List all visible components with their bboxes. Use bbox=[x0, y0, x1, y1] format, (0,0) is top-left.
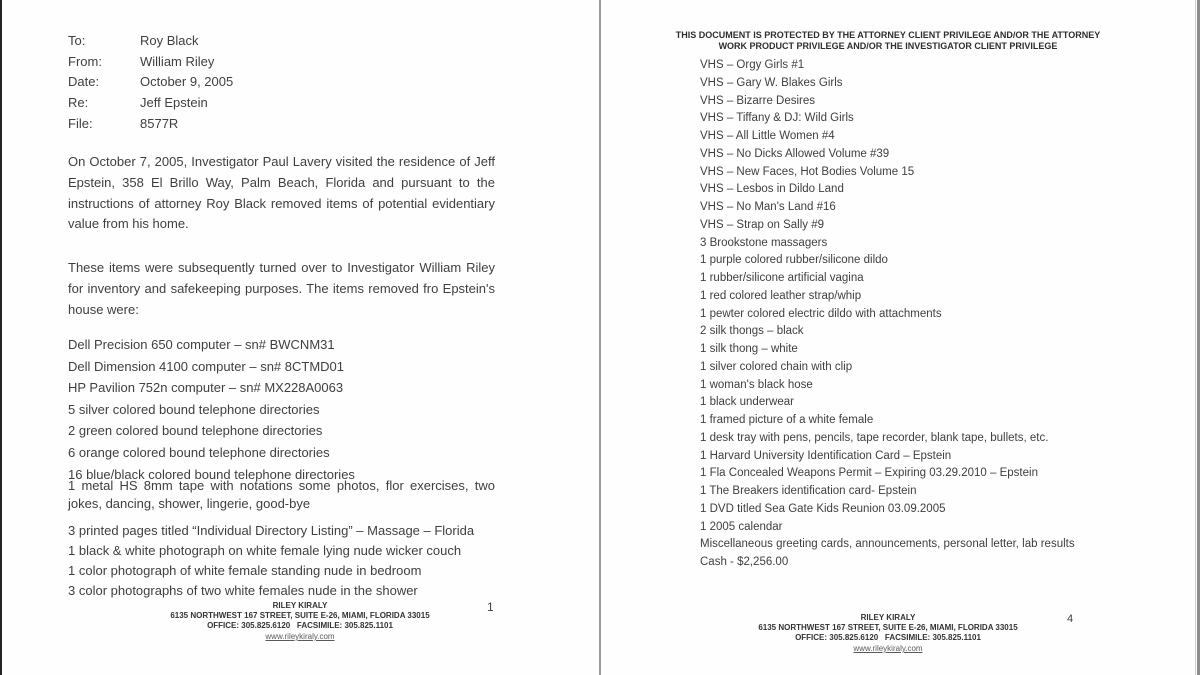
inventory-item: 3 color photographs of two white females nude in the shower bbox=[68, 583, 418, 598]
memo-field-value: 8577R bbox=[140, 115, 179, 131]
firm-name: RILEY KIRALY bbox=[272, 601, 328, 610]
inventory-list-photos bbox=[68, 521, 528, 601]
privilege-notice-line-1: THIS DOCUMENT IS PROTECTED BY THE ATTORNEY CLIENT PRIVILEGE AND/OR THE ATTORNEY bbox=[675, 30, 1101, 40]
memo-header-row bbox=[68, 54, 233, 75]
memo-field-label: Re: bbox=[68, 95, 89, 111]
inventory-item: 6 orange colored bound telephone directories bbox=[68, 444, 330, 460]
inventory-item-tape: 1 metal HS 8mm tape with notations some photos, flor exercises, two jokes, dancing, shower, lingerie, good-bye bbox=[68, 478, 495, 511]
memo-header-row bbox=[68, 74, 233, 95]
page-number: 1 bbox=[487, 600, 494, 614]
memo-header bbox=[68, 33, 233, 136]
inventory-item: VHS – Tiffany & DJ: Wild Girls bbox=[700, 112, 854, 125]
website-link[interactable]: www.rileykiraly.com bbox=[853, 644, 923, 653]
inventory-item: VHS – Gary W. Blakes Girls bbox=[700, 76, 843, 89]
memo-header-row bbox=[68, 95, 233, 116]
inventory-item: 1 silk thong – white bbox=[700, 343, 798, 355]
memo-field-label: File: bbox=[68, 115, 93, 131]
inventory-item: 1 pewter colored electric dildo with attachments bbox=[700, 307, 942, 320]
inventory-item: VHS – No Man's Land #16 bbox=[700, 201, 836, 213]
inventory-item: 1 2005 calendar bbox=[700, 520, 783, 533]
inventory-item: Cash - $2,256.00 bbox=[700, 556, 789, 568]
firm-address: 6135 NORTHWEST 167 STREET, SUITE E-26, MIAMI, FLORIDA 33015 bbox=[758, 623, 1018, 632]
inventory-item: 1 desk tray with pens, pencils, tape recorder, blank tape, bullets, etc. bbox=[700, 431, 1049, 444]
inventory-item: VHS – All Little Women #4 bbox=[700, 130, 835, 142]
memo-paragraph-1: On October 7, 2005, Investigator Paul Lavery visited the residence of Jeff Epstein, 358 El Brillo Way, Palm Beach, Florida and pursuant to the instructions of attorney Roy Black removed items of potential evidentiary value from his home. bbox=[68, 154, 495, 232]
memo-header-row bbox=[68, 116, 233, 137]
firm-phones: OFFICE: 305.825.6120 FACSIMILE: 305.825.1101 bbox=[795, 633, 981, 642]
inventory-item: VHS – No Dicks Allowed Volume #39 bbox=[700, 147, 890, 160]
memo-field-label: From: bbox=[68, 53, 102, 69]
memo-paragraph-2: These items were subsequently turned over to Investigator William Riley for inventory and safekeeping purposes. The items removed fro Epstein's house were: bbox=[68, 260, 495, 317]
inventory-item: 1 black underwear bbox=[700, 396, 794, 409]
inventory-item: 1 framed picture of a white female bbox=[700, 414, 874, 426]
scan-edge-left bbox=[0, 0, 2, 675]
inventory-item: 16 blue/black colored bound telephone directories bbox=[68, 466, 355, 482]
memo-field-value: Jeff Epstein bbox=[140, 95, 208, 111]
memo-field-label: To: bbox=[68, 33, 86, 48]
inventory-item: 3 Brookstone massagers bbox=[700, 236, 828, 249]
letterhead-footer bbox=[90, 601, 510, 642]
inventory-item: VHS – Strap on Sally #9 bbox=[700, 218, 825, 231]
inventory-item: VHS – Orgy Girls #1 bbox=[700, 59, 805, 71]
memo-field-label: Date: bbox=[68, 74, 100, 90]
inventory-item: 1 purple colored rubber/silicone dildo bbox=[700, 254, 888, 267]
inventory-item: 1 woman's black hose bbox=[700, 378, 813, 391]
page-number: 4 bbox=[1067, 613, 1074, 625]
inventory-item: 2 silk thongs – black bbox=[700, 325, 804, 338]
inventory-item: 1 red colored leather strap/whip bbox=[700, 289, 862, 302]
website-link[interactable]: www.rileykiraly.com bbox=[265, 632, 335, 641]
page-divider bbox=[599, 0, 601, 675]
inventory-item: Miscellaneous greeting cards, announcements, personal letter, lab results bbox=[700, 538, 1075, 551]
inventory-item: Dell Precision 650 computer – sn# BWCNM31 bbox=[68, 337, 335, 352]
inventory-list-computers-directories bbox=[68, 334, 518, 485]
memo-header-row bbox=[68, 33, 233, 54]
inventory-item: 1 silver colored chain with clip bbox=[700, 360, 853, 373]
privilege-notice bbox=[648, 30, 1128, 51]
memo-field-value: Roy Black bbox=[140, 33, 199, 48]
inventory-item: HP Pavilion 752n computer – sn# MX228A0063 bbox=[68, 380, 344, 396]
inventory-item: 1 The Breakers identification card- Epstein bbox=[700, 485, 917, 497]
inventory-item: Dell Dimension 4100 computer – sn# 8CTMD01 bbox=[68, 358, 345, 374]
inventory-item: 2 green colored bound telephone directories bbox=[68, 423, 323, 439]
inventory-item: 1 color photograph of white female standing nude in bedroom bbox=[68, 563, 422, 578]
inventory-item: 1 DVD titled Sea Gate Kids Reunion 03.09.2005 bbox=[700, 502, 946, 515]
firm-phones: OFFICE: 305.825.6120 FACSIMILE: 305.825.1101 bbox=[207, 621, 393, 630]
memo-field-value: William Riley bbox=[140, 53, 215, 69]
firm-name: RILEY KIRALY bbox=[860, 613, 916, 622]
inventory-list-media-items bbox=[700, 57, 1170, 572]
inventory-item: 3 printed pages titled “Individual Directory Listing” – Massage – Florida bbox=[68, 523, 475, 538]
inventory-item: 1 rubber/silicone artificial vagina bbox=[700, 272, 864, 284]
inventory-item: VHS – New Faces, Hot Bodies Volume 15 bbox=[700, 165, 915, 178]
inventory-item: 1 Fla Concealed Weapons Permit – Expiring 03.29.2010 – Epstein bbox=[700, 467, 1038, 480]
inventory-item: VHS – Lesbos in Dildo Land bbox=[700, 183, 844, 196]
inventory-item: VHS – Bizarre Desires bbox=[700, 94, 816, 107]
scan-edge-right-light bbox=[1195, 0, 1196, 675]
privilege-notice-line-2: WORK PRODUCT PRIVILEGE AND/OR THE INVESTIGATOR CLIENT PRIVILEGE bbox=[718, 40, 1058, 51]
memo-field-value: October 9, 2005 bbox=[140, 74, 234, 90]
letterhead-footer bbox=[695, 613, 1081, 654]
inventory-item: 1 Harvard University Identification Card – Epstein bbox=[700, 449, 952, 462]
inventory-item: 5 silver colored bound telephone directories bbox=[68, 401, 320, 417]
firm-address: 6135 NORTHWEST 167 STREET, SUITE E-26, MIAMI, FLORIDA 33015 bbox=[170, 611, 430, 620]
inventory-item: 1 black & white photograph on white female lying nude wicker couch bbox=[68, 543, 462, 558]
